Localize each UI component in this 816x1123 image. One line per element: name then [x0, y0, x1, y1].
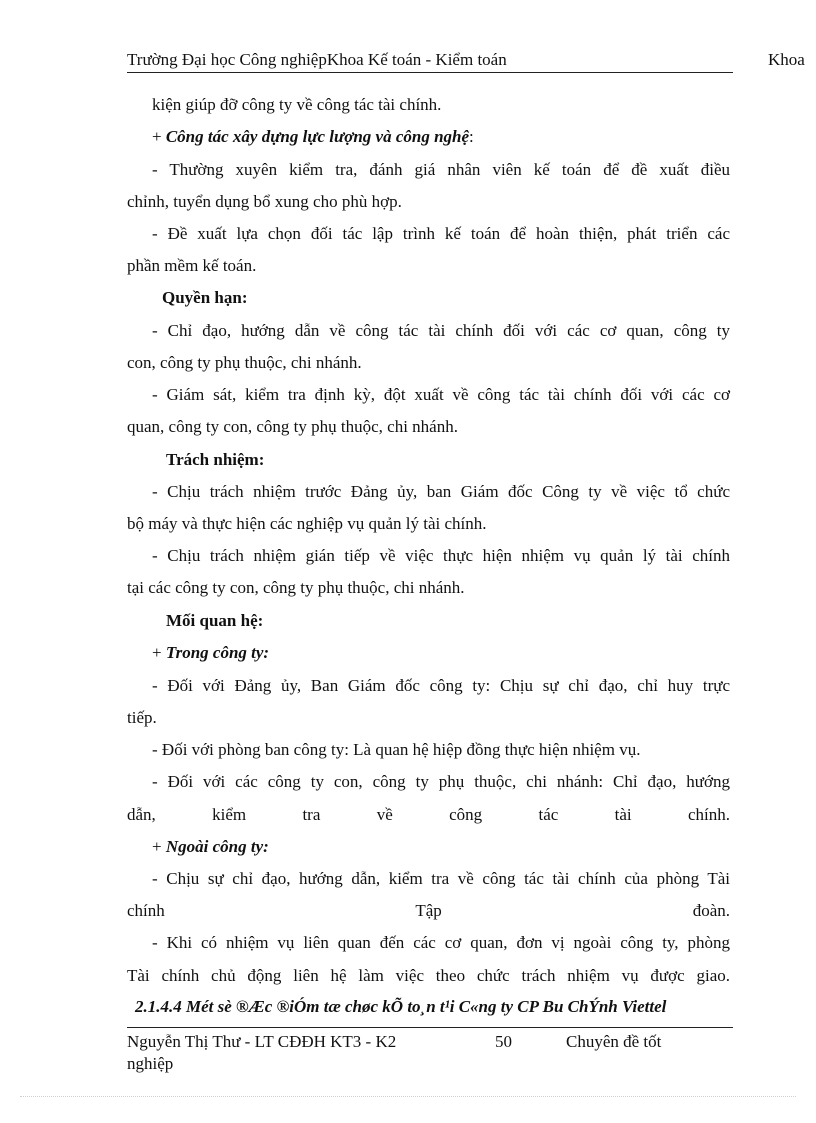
footer-author: Nguyễn Thị Thư - LT CĐĐH KT3 - K2: [127, 1032, 397, 1051]
paragraph-line: - Khi có nhiệm vụ liên quan đến các cơ quan, đơn vị ngoài công ty, phòng: [152, 933, 730, 952]
footer-doc-type-cont: nghiệp: [127, 1054, 174, 1073]
paragraph-line: - Chỉ đạo, hướng dẫn về công tác tài chính đối với các cơ quan, công ty: [152, 321, 730, 340]
paragraph-line: chính Tập đoàn.: [127, 901, 730, 920]
paragraph-line: - Chịu sự chỉ đạo, hướng dẫn, kiểm tra về công tác tài chính của phòng Tài: [152, 869, 730, 888]
paragraph-line: quan, công ty con, công ty phụ thuộc, chi nhánh.: [127, 417, 458, 436]
header-right: Khoa: [768, 50, 805, 69]
section-heading: 2.1.4.4 Mét sè ®Æc ®iÓm tæ chøc kÕ to¸n t¹i C«ng ty CP Bu ChÝnh Viettel: [135, 997, 667, 1016]
paragraph-line: con, công ty phụ thuộc, chi nhánh.: [127, 353, 362, 372]
paragraph-line: dẫn, kiểm tra về công tác tài chính.: [127, 805, 730, 824]
paragraph-line: - Thường xuyên kiểm tra, đánh giá nhân viên kế toán để đề xuất điều: [152, 160, 730, 179]
paragraph-line: tại các công ty con, công ty phụ thuộc, chi nhánh.: [127, 578, 465, 597]
footer-rule: [127, 1027, 733, 1028]
paragraph-line: - Đối với phòng ban công ty: Là quan hệ hiệp đồng thực hiện nhiệm vụ.: [152, 740, 641, 759]
subheading-title: Ngoài công ty:: [165, 837, 269, 856]
paragraph-line: - Đối với Đảng ủy, Ban Giám đốc công ty: Chịu sự chỉ đạo, chỉ huy trực: [152, 676, 730, 695]
paragraph-line: bộ máy và thực hiện các nghiệp vụ quản lý tài chính.: [127, 514, 487, 533]
paragraph-line: - Đề xuất lựa chọn đối tác lập trình kế toán để hoàn thiện, phát triển các: [152, 224, 730, 243]
subheading-trong-cong-ty: + Trong công ty:: [152, 643, 270, 662]
subheading-xay-dung: + Công tác xây dựng lực lượng và công nghệ:: [152, 127, 474, 146]
heading-trach-nhiem: Trách nhiệm:: [166, 450, 265, 469]
paragraph-line: Tài chính chủ động liên hệ làm việc theo chức trách nhiệm vụ được giao.: [127, 966, 730, 985]
subheading-title: Công tác xây dựng lực lượng và công nghệ: [165, 127, 470, 146]
page-number: 50: [495, 1032, 512, 1051]
paragraph-line: - Chịu trách nhiệm trước Đảng ủy, ban Giám đốc Công ty về việc tổ chức: [152, 482, 730, 501]
page-bottom-border: [20, 1096, 796, 1097]
paragraph-line: - Giám sát, kiểm tra định kỳ, đột xuất về công tác tài chính đối với các cơ: [152, 385, 730, 404]
heading-quyen-han: Quyền hạn:: [162, 288, 248, 307]
paragraph-line: tiếp.: [127, 708, 157, 727]
header-rule: [127, 72, 733, 73]
subheading-ngoai-cong-ty: + Ngoài công ty:: [152, 837, 269, 856]
subheading-title: Trong công ty:: [165, 643, 270, 662]
header-left: Trường Đại học Công nghiệpKhoa Kế toán - Kiểm toán: [127, 50, 507, 69]
heading-moi-quan-he: Mối quan hệ:: [166, 611, 264, 630]
paragraph-line: phần mềm kế toán.: [127, 256, 257, 275]
paragraph-line: chỉnh, tuyển dụng bổ xung cho phù hợp.: [127, 192, 402, 211]
paragraph-line: kiện giúp đỡ công ty về công tác tài chính.: [152, 95, 442, 114]
footer-doc-type: Chuyên đề tốt: [566, 1032, 662, 1051]
paragraph-line: - Đối với các công ty con, công ty phụ thuộc, chi nhánh: Chỉ đạo, hướng: [152, 772, 730, 791]
paragraph-line: - Chịu trách nhiệm gián tiếp về việc thực hiện nhiệm vụ quản lý tài chính: [152, 546, 730, 565]
